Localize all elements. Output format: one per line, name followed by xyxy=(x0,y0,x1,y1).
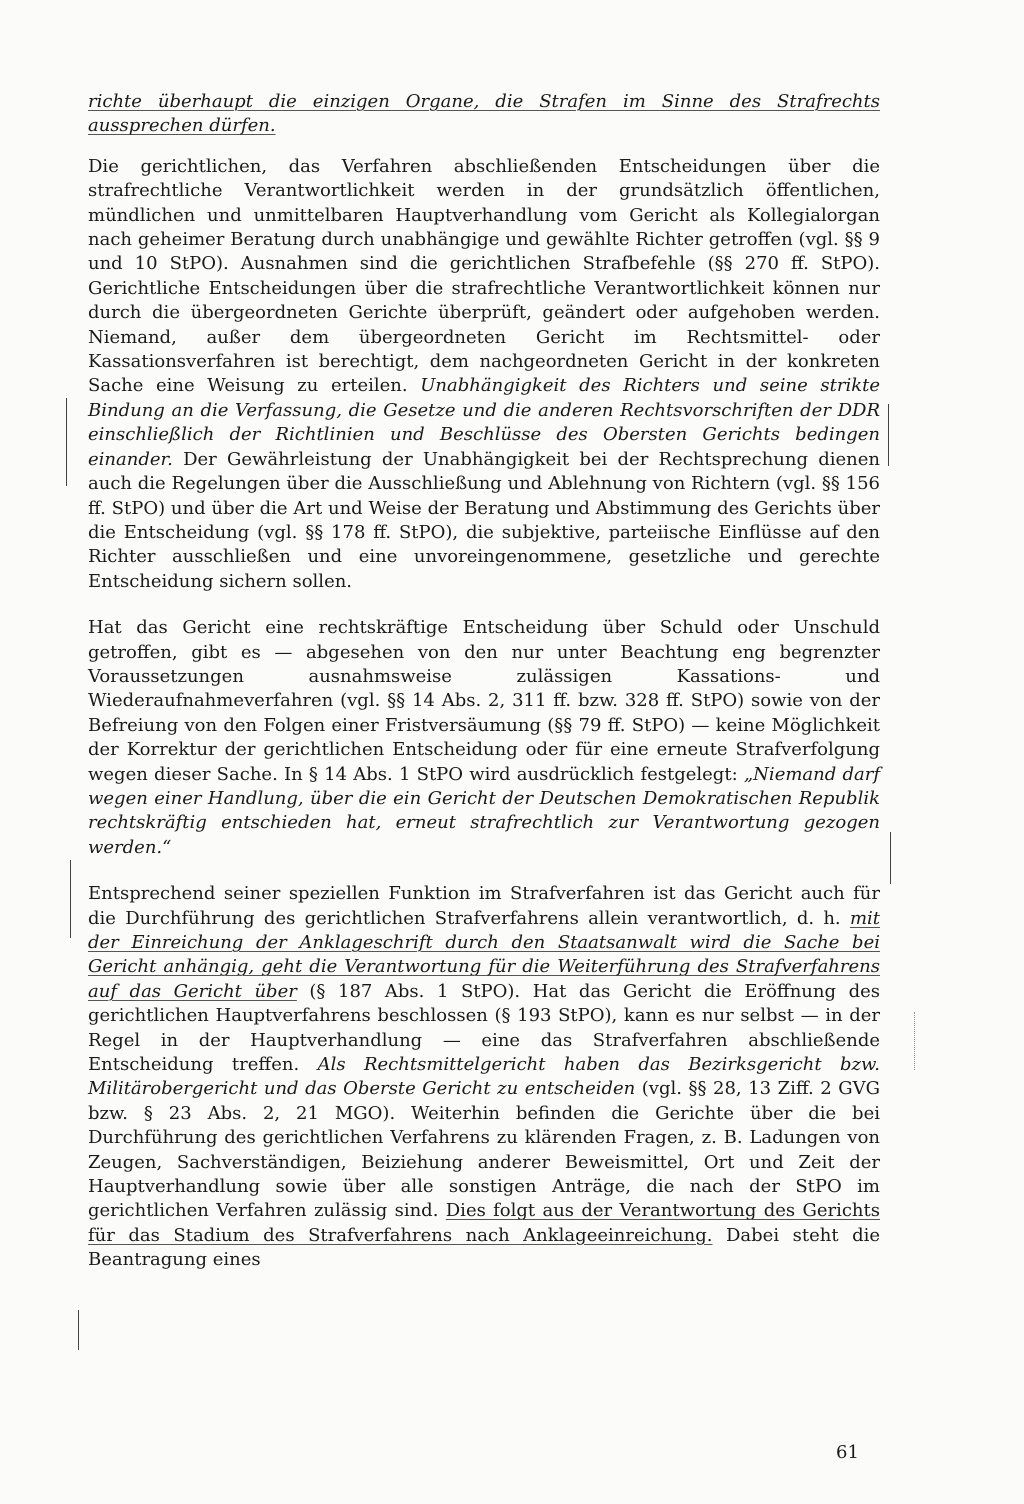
margin-bracket-left-3 xyxy=(78,1310,79,1350)
paragraph-2-text-a: Die gerichtlichen, das Verfahren abschließenden Entscheidungen über die strafrechtliche Verantwortlichkeit werden in der grundsätzlich öffentlichen, mündlichen und unmittelbaren Hauptverhandlung vom Gericht als Kollegialorgan nach geheimer Beratung durch unabhängige und gewählte Richter getroffen (vgl. §§ 9 und 10 StPO). Ausnahmen sind die gerichtlichen Strafbefehle (§§ 270 ff. StPO). Gerichtliche Entscheidungen über die strafrechtliche Verantwortlichkeit können nur durch die übergeordneten Gerichte überprüft, geändert oder aufgehoben werden. Niemand, außer dem übergeordneten Gericht im Rechtsmittel- oder Kassationsverfahren ist berechtigt, dem nachgeordneten Gericht in der konkreten Sache eine Weisung zu erteilen. xyxy=(88,155,880,397)
paragraph-1 xyxy=(88,90,880,139)
paragraph-2-text-b: Der Gewährleistung der Unabhängigkeit bei der Rechtsprechung dienen auch die Regelungen über die Ausschließung und Ablehnung von Richtern (vgl. §§ 156 ff. StPO) und über die Art und Weise der Beratung und Abstimmung des Gerichts über die Entscheidung (vgl. §§ 178 ff. StPO), die subjektive, parteiische Einflüsse auf den Richter ausschließen und eine unvoreingenommene, gesetzliche und gerechte Entscheidung sichern sollen. xyxy=(88,448,880,592)
paragraph-4-text-b: (§ 187 Abs. 1 StPO). Hat das Gericht die Eröffnung des gerichtlichen Hauptverfahrens beschlossen (§ 193 StPO), kann es nur selbst — in der Regel in der Hauptverhandlung — eine das Strafverfahren abschließende Entscheidung treffen. xyxy=(88,980,880,1076)
paragraph-4-underlined: Dies folgt aus der Verantwortung des Gerichts für das Stadium des Strafverfahrens nach Anklageeinreichung. xyxy=(88,1200,880,1246)
paragraph-2-emphasis: Unabhängigkeit des Richters und seine strikte Bindung an die Verfassung, die Gesetze und die anderen Rechtsvorschriften der DDR einschließlich der Richtlinien und Beschlüsse des Obersten Gerichts bedingen einander. xyxy=(88,375,880,470)
margin-bracket-right-2 xyxy=(890,832,891,884)
paragraph-4-emphasis-b: Als Rechtsmittelgericht haben das Bezirksgericht bzw. Militärobergericht und das Oberste Gericht zu entscheiden xyxy=(88,1054,880,1100)
margin-bracket-right-1 xyxy=(888,404,889,466)
paragraph-3-quote: „Niemand darf wegen einer Handlung, über die ein Gericht der Deutschen Demokratischen Republik rechtskräftig entschieden hat, erneut strafrechtlich zur Verantwortung gezogen werden.“ xyxy=(88,763,880,858)
paragraph-4 xyxy=(88,882,880,1273)
paragraph-3 xyxy=(88,616,880,860)
margin-mark-right-3 xyxy=(914,1012,915,1070)
paragraph-2 xyxy=(88,155,880,594)
page-number: 61 xyxy=(836,1442,859,1463)
text-block xyxy=(88,90,880,1295)
margin-bracket-left-1 xyxy=(66,398,67,486)
paragraph-4-text-a: Entsprechend seiner speziellen Funktion im Strafverfahren ist das Gericht auch für die Durchführung des gerichtlichen Strafverfahrens allein verantwortlich, d. h. xyxy=(88,883,880,929)
paragraph-4-text-d: Dabei steht die Beantragung eines xyxy=(88,1224,881,1271)
paragraph-3-text: Hat das Gericht eine rechtskräftige Entscheidung über Schuld oder Unschuld getroffen, gibt es — abgesehen von den nur unter Beachtung eng begrenzter Voraussetzungen ausnahmsweise zulässigen Kassations- und Wiederaufnahmeverfahren (vgl. §§ 14 Abs. 2, 311 ff. bzw. 328 ff. StPO) sowie von der Befreiung von den Folgen einer Fristversäumung (§§ 79 ff. StPO) — keine Möglichkeit der Korrektur der gerichtlichen Entscheidung oder für eine erneute Strafverfolgung wegen dieser Sache. In § 14 Abs. 1 StPO wird ausdrücklich festgelegt: xyxy=(88,617,880,785)
paragraph-4-emphasis-a: mit der Einreichung der Anklageschrift durch den Staatsanwalt wird die Sache bei Gericht anhängig, geht die Verantwortung für die Weiterführung des Strafverfahrens auf das Gericht über xyxy=(88,907,880,1002)
margin-bracket-left-2 xyxy=(70,860,71,938)
paragraph-4-text-c: (vgl. §§ 28, 13 Ziff. 2 GVG bzw. § 23 Abs. 2, 21 MGO). Weiterhin befinden die Gerichte über die bei Durchführung des gerichtlichen Verfahrens zu klärenden Fragen, z. B. Ladungen von Zeugen, Sachverständigen, Beiziehung anderer Beweismittel, Ort und Zeit der Hauptverhandlung sowie über alle sonstigen Anträge, die nach der StPO im gerichtlichen Verfahren zulässig sind. xyxy=(88,1078,880,1222)
paragraph-1-text: richte überhaupt die einzigen Organe, die Strafen im Sinne des Strafrechts aussprechen dürfen. xyxy=(88,91,880,137)
